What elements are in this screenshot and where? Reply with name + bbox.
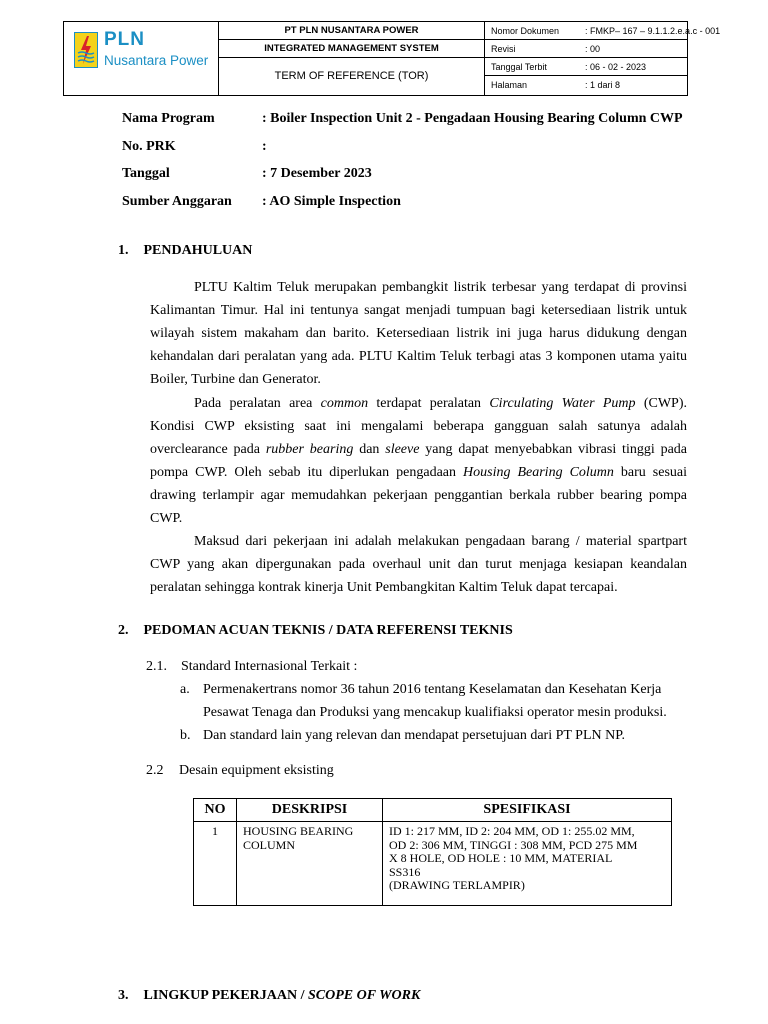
logo-brand: PLN [104,29,145,50]
section-title-italic: SCOPE OF WORK [308,988,421,1003]
text-run: pompa CWP. Oleh sebab itu diperlukan pengadaan [150,465,464,480]
cell-line: HOUSING BEARING [243,824,354,838]
paragraph-intro-3 [150,530,687,599]
meta-value: : 00 [585,44,601,54]
info-label: Nama Program [122,111,215,126]
table-row [194,822,672,906]
cell-line: (DRAWING TERLAMPIR) [389,878,525,892]
info-value: : [262,139,267,154]
meta-row [485,76,687,95]
column-header: NO [194,799,237,822]
info-value: : 7 Desember 2023 [262,166,372,181]
text-run: baru sesuai [613,465,688,480]
pln-logo-icon [74,32,98,68]
section-heading-3 [118,988,420,1004]
text-line: wilayah sistem makaham dan barito. Ketersediaan listrik ini juga harus didukung dengan [150,326,687,341]
meta-row [485,58,687,76]
meta-value: : FMKP– 167 – 9.1.1.2.e.a.c - 001 [585,26,721,36]
section-number: 3. [118,988,129,1003]
list-item [180,682,661,698]
company-name: PT PLN NUSANTARA POWER [219,22,484,40]
text-run-italic: sleeve [385,442,420,457]
subsection-number: 2.2 [146,763,164,778]
info-value: : Boiler Inspection Unit 2 - Pengadaan Housing Bearing Column CWP [262,111,683,126]
text-line: CWP yang akan dipergunakan pada overhaul unit dan turut menjaga kesiapan keandalan [150,557,687,572]
table-header-row [194,799,672,822]
subsection-number: 2.1. [146,659,167,674]
meta-row [485,22,721,40]
subsection-2-1 [146,659,357,675]
text-run: Pada peralatan area [194,396,321,411]
header-title-cell [219,22,485,95]
section-title: PENDAHULUAN [143,243,253,258]
meta-value: : 1 dari 8 [585,80,621,90]
list-item-continuation: Pesawat Tenaga dan Produksi yang mencakup kualifiaksi operator mesin produksi. [203,705,667,720]
subsection-title: Standard Internasional Terkait : [181,659,358,674]
table-cell-no: 1 [194,822,237,906]
equipment-table [193,798,672,906]
info-label: Tanggal [122,166,170,181]
list-item [180,728,625,744]
text-line: CWP. [150,511,183,526]
text-run-italic: Housing Bearing Column [463,465,614,480]
cell-line: SS316 [389,864,421,879]
cell-line: ID 1: 217 MM, ID 2: 204 MM, OD 1: 255.02 MM, [389,824,635,838]
info-label: Sumber Anggaran [122,194,232,209]
text-line: Maksud dari pekerjaan ini adalah melakukan pengadaan barang / material spartpart [194,534,687,549]
meta-key: Revisi [491,44,516,54]
cell-line: COLUMN [243,837,296,852]
meta-value: : 06 - 02 - 2023 [585,62,647,72]
subsection-title: Desain equipment eksisting [179,763,334,778]
list-text: Dan standard lain yang relevan dan mendapat persetujuan dari PT PLN NP. [203,728,625,743]
section-title: LINGKUP PEKERJAAN / [143,988,309,1003]
meta-key: Halaman [491,80,528,90]
cell-line: OD 2: 306 MM, TINGGI : 308 MM, PCD 275 MM [389,837,638,852]
info-value: : AO Simple Inspection [262,194,401,209]
document-meta [485,22,721,95]
column-header: DESKRIPSI [237,799,383,822]
text-line: drawing terlampir agar memudahkan pekerjaan penggantian berkala rubber bearing pompa [150,488,687,503]
meta-row [485,40,687,58]
section-number: 2. [118,623,129,638]
text-run-italic: Circulating Water Pump [489,396,636,411]
logo-subtitle: Nusantara Power [104,53,209,68]
text-run: dan [353,442,386,457]
text-run: (CWP). [635,396,687,411]
doc-type: TERM OF REFERENCE (TOR) [274,70,429,82]
document-header [63,21,721,96]
cell-line: X 8 HOLE, OD HOLE : 10 MM, MATERIAL [389,851,613,865]
text-line: Kalimantan Timur. Hal ini tentunya sangat menjadi tumpuan bagi ketersediaan listrik untuk [150,303,687,318]
paragraph-intro-2 [150,392,687,530]
logo-cell [64,22,219,95]
text-line: kehandalan dari peralatan yang ada. PLTU Kaltim Teluk terbagi atas 3 komponen utama yaitu [150,349,687,364]
text-line: PLTU Kaltim Teluk merupakan pembangkit listrik terbesar yang terdapat di provinsi [194,280,687,295]
text-line: Kondisi CWP eksisting saat ini mengalami beberapa gangguan salah satunya adalah [150,419,687,434]
column-header: SPESIFIKASI [383,799,672,822]
system-name: INTEGRATED MANAGEMENT SYSTEM [219,40,484,58]
meta-key: Tanggal Terbit [491,62,547,72]
section-title: PEDOMAN ACUAN TEKNIS / DATA REFERENSI TEKNIS [143,623,513,638]
section-heading-2 [118,623,513,639]
text-run: overclearance pada [150,442,266,457]
info-label: No. PRK [122,139,176,154]
subsection-2-2 [146,763,334,779]
list-text: Permenakertrans nomor 36 tahun 2016 tentang Keselamatan dan Kesehatan Kerja [203,682,662,697]
text-line: Boiler, Turbine dan Generator. [150,372,321,387]
list-marker: b. [180,728,191,743]
text-run-italic: rubber bearing [265,442,354,457]
text-line: peralatan sehingga kontrak kinerja Unit Pembangkitan Kaltim Teluk dapat tercapai. [150,580,618,595]
section-number: 1. [118,243,129,258]
table-cell-desc [237,822,383,906]
list-marker: a. [180,682,190,697]
table-cell-spec [383,822,672,906]
meta-key: Nomor Dokumen [491,26,560,36]
section-heading-1 [118,243,252,259]
paragraph-intro-1 [150,276,687,391]
text-run: terdapat peralatan [368,396,490,411]
text-run-italic: common [320,396,369,411]
text-run: yang dapat menyebabkan vibrasi tinggi pada [419,442,687,457]
